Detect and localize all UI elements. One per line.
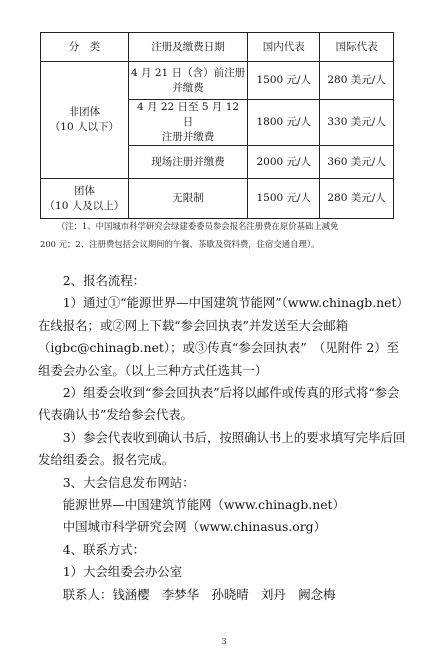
paragraph: 1）大会组委会办公室 [62,564,183,580]
website-link: 能源世界—中国建筑节能网（www.chinagb.net） [62,497,345,513]
date-cell: 现场注册并缴费 [128,146,248,179]
document-body [38,270,410,606]
category-group: 团体 （10 人及以上） [41,179,129,219]
website-link: 中国城市科学研究会网（www.chinasus.org） [62,519,326,535]
date-cell: 无限制 [128,179,248,219]
header-international: 国际代表 [320,33,394,62]
paragraph: 3）参会代表收到确认书后，按照确认书上的要求填写完毕后回发给组委会。报名完成。 [38,429,406,468]
header-date: 注册及缴费日期 [128,33,248,62]
table-row [41,62,394,100]
note-line: 200 元；2、注册费包括会议期间的午餐、茶歇及资料费，住宿交通自理）。 [40,239,320,249]
fee-table [40,32,394,219]
contact-names: 联系人：钱涵樱 李梦华 孙晓晴 刘丹 阙念梅 [62,586,336,602]
note-line: （注：1、中国城市科学研究会绿建委委员参会报名注册费在原价基础上减免 [56,221,339,231]
paragraph: 2）组委会收到“参会回执表”后将以邮件或传真的形式将“参会代表确认书”发给参会代表。 [38,385,400,423]
international-fee: 280 美元/人 [320,62,394,100]
date-cell: 4 月 22 日至 5 月 12 日 注册并缴费 [128,100,248,146]
domestic-fee: 1800 元/人 [248,100,320,146]
section-heading: 4、联系方式： [62,541,146,557]
international-fee: 360 美元/人 [320,146,394,179]
domestic-fee: 1500 元/人 [248,179,320,219]
header-domestic: 国内代表 [248,33,320,62]
header-category: 分 类 [41,33,129,62]
page-number: 3 [221,637,227,646]
section-heading: 2、报名流程： [62,273,146,288]
paragraph: 1）通过①“能源世界—中国建筑节能网”（www.chinagb.net）在线报名；或②网上下载“参会回执表”并发送至大会邮箱（igbc@chinagb.net）；或③传真“参会回执表” （见附件 2）至组委会办公室。（以上三种方式任选其一） [38,295,409,378]
international-fee: 280 美元/人 [320,179,394,219]
date-cell: 4 月 21 日（含）前注册 并缴费 [128,62,248,100]
table-header-row [41,33,394,62]
domestic-fee: 2000 元/人 [248,146,320,179]
category-non-group: 非团体 （10 人以下） [41,62,129,179]
domestic-fee: 1500 元/人 [248,62,320,100]
table-row [41,179,394,219]
table-note [40,217,412,253]
section-heading: 3、大会信息发布网站： [62,474,195,490]
international-fee: 330 美元/人 [320,100,394,146]
